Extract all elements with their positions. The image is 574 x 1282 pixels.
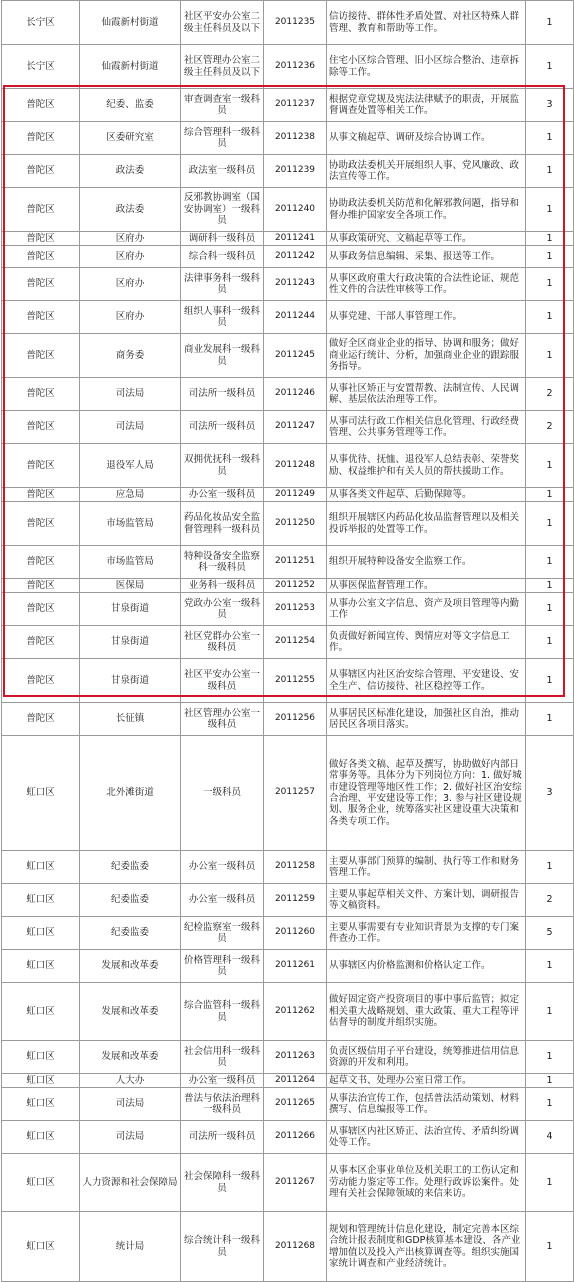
unit-cell: 甘泉街道	[80, 659, 181, 703]
position-cell: 普法与依法治理科一级科员	[181, 1088, 264, 1121]
count-cell: 1	[526, 122, 574, 155]
table-row	[2, 593, 574, 626]
table-row	[2, 268, 574, 301]
duties-cell: 从事辖区内社区矫正、法治宣传、矛盾纠纷调处等工作。	[327, 1121, 526, 1154]
position-cell: 药品化妆品安全监督管理科一级科员	[181, 502, 264, 546]
table-row	[2, 122, 574, 155]
unit-cell: 市场监管局	[80, 546, 181, 579]
duties-cell: 从事社区矫正与安置帮教、法制宣传、人民调解、基层依法治理等工作。	[327, 378, 526, 411]
district-cell: 普陀区	[2, 411, 80, 444]
code-cell: 2011242	[264, 246, 327, 268]
code-cell: 2011264	[264, 1074, 327, 1088]
count-cell: 1	[526, 488, 574, 502]
unit-cell: 区府办	[80, 301, 181, 334]
code-cell: 2011265	[264, 1088, 327, 1121]
duties-cell: 从事居民区标准化建设，加强社区自治，推动居民区各项目落实。	[327, 703, 526, 736]
table-row	[2, 546, 574, 579]
code-cell: 2011239	[264, 155, 327, 188]
code-cell: 2011268	[264, 1212, 327, 1282]
code-cell: 2011262	[264, 983, 327, 1041]
count-cell: 1	[526, 546, 574, 579]
unit-cell: 区委研究室	[80, 122, 181, 155]
unit-cell: 医保局	[80, 579, 181, 593]
duties-cell: 组织开展特种设备安全监察工作。	[327, 546, 526, 579]
duties-cell: 从事优待、抚恤、退役军人总结表彰、荣誉奖励、权益维护和有关人员的帮扶援助工作。	[327, 444, 526, 488]
district-cell: 虹口区	[2, 1121, 80, 1154]
count-cell: 1	[526, 703, 574, 736]
code-cell: 2011251	[264, 546, 327, 579]
position-cell: 社区平安办公室一级科员	[181, 659, 264, 703]
table-row	[2, 246, 574, 268]
district-cell: 普陀区	[2, 546, 80, 579]
district-cell: 普陀区	[2, 155, 80, 188]
code-cell: 2011250	[264, 502, 327, 546]
duties-cell: 主要从事起草相关文件、方案计划、调研报告等文稿资料。	[327, 884, 526, 917]
position-cell: 党政办公室一级科员	[181, 593, 264, 626]
duties-cell: 从事各类文件起草、后勤保障等。	[327, 488, 526, 502]
table-row	[2, 232, 574, 246]
unit-cell: 区府办	[80, 232, 181, 246]
table-row	[2, 301, 574, 334]
district-cell: 虹口区	[2, 851, 80, 884]
table-row	[2, 155, 574, 188]
position-cell: 司法所一级科员	[181, 411, 264, 444]
duties-cell: 规划和管理统计信息化建设，制定完善本区综合统计报表制度和GDP核算基本建设、各产业增加值以及投入产出核算调查等。组织实施国家统计调查和产业经济统计。	[327, 1212, 526, 1282]
position-cell: 组织人事科一级科员	[181, 301, 264, 334]
duties-cell: 主要从事需要有专业知识背景为支撑的专门案件查办工作。	[327, 917, 526, 950]
district-cell: 普陀区	[2, 378, 80, 411]
count-cell: 1	[526, 1, 574, 45]
table-row	[2, 1, 574, 45]
duties-cell: 信访接待、群体性矛盾处置、对社区特殊人群管理、教育和帮助等工作。	[327, 1, 526, 45]
position-cell: 双拥优抚科一级科员	[181, 444, 264, 488]
count-cell: 1	[526, 1074, 574, 1088]
table-row	[2, 1088, 574, 1121]
unit-cell: 应急局	[80, 488, 181, 502]
position-cell: 社区管理办公室一级科员	[181, 703, 264, 736]
district-cell: 虹口区	[2, 1212, 80, 1282]
code-cell: 2011257	[264, 736, 327, 851]
position-cell: 业务科一级科员	[181, 579, 264, 593]
district-cell: 普陀区	[2, 659, 80, 703]
code-cell: 2011241	[264, 232, 327, 246]
position-cell: 办公室一级科员	[181, 884, 264, 917]
district-cell: 普陀区	[2, 334, 80, 378]
unit-cell: 甘泉街道	[80, 626, 181, 659]
count-cell: 1	[526, 502, 574, 546]
unit-cell: 司法局	[80, 1121, 181, 1154]
district-cell: 普陀区	[2, 488, 80, 502]
code-cell: 2011256	[264, 703, 327, 736]
position-cell: 特种设备安全监察科一级科员	[181, 546, 264, 579]
duties-cell: 从事法治宣传工作，包括普法活动策划、材料撰写、信息编报等工作。	[327, 1088, 526, 1121]
position-cell: 社区党群办公室一级科员	[181, 626, 264, 659]
unit-cell: 纪委、监委	[80, 89, 181, 122]
unit-cell: 发展和改革委	[80, 1041, 181, 1074]
count-cell: 1	[526, 188, 574, 232]
district-cell: 普陀区	[2, 232, 80, 246]
table-row	[2, 378, 574, 411]
position-cell: 综合监管科一级科员	[181, 983, 264, 1041]
table-row	[2, 1212, 574, 1282]
recruitment-table	[1, 0, 574, 1282]
duties-cell: 从事医保监督管理工作。	[327, 579, 526, 593]
district-cell: 普陀区	[2, 122, 80, 155]
district-cell: 普陀区	[2, 579, 80, 593]
count-cell: 2	[526, 378, 574, 411]
duties-cell: 做好全区商业企业的指导、协调和服务；做好商业运行统计、分析，加强商业企业的跟踪服务指导。	[327, 334, 526, 378]
unit-cell: 发展和改革委	[80, 950, 181, 983]
duties-cell: 负责做好新闻宣传、舆情应对等文字信息工作。	[327, 626, 526, 659]
district-cell: 长宁区	[2, 45, 80, 89]
unit-cell: 人力资源和社会保障局	[80, 1154, 181, 1212]
duties-cell: 主要从事部门预算的编制、执行等工作和财务管理工作。	[327, 851, 526, 884]
count-cell: 1	[526, 950, 574, 983]
table-row	[2, 736, 574, 851]
duties-cell: 从事政策研究、文稿起草等工作。	[327, 232, 526, 246]
unit-cell: 政法委	[80, 155, 181, 188]
count-cell: 1	[526, 444, 574, 488]
unit-cell: 纪委监委	[80, 884, 181, 917]
district-cell: 普陀区	[2, 188, 80, 232]
duties-cell: 从事辖区内价格监测和价格认定工作。	[327, 950, 526, 983]
district-cell: 虹口区	[2, 884, 80, 917]
table-row	[2, 851, 574, 884]
unit-cell: 区府办	[80, 246, 181, 268]
district-cell: 普陀区	[2, 703, 80, 736]
duties-cell: 做好固定资产投资项目的事中事后监管；拟定相关重大战略规划、重大政策、重大工程等评估督导的制度并组织实施。	[327, 983, 526, 1041]
position-cell: 综合科一级科员	[181, 246, 264, 268]
unit-cell: 北外滩街道	[80, 736, 181, 851]
count-cell: 1	[526, 45, 574, 89]
count-cell: 3	[526, 736, 574, 851]
position-cell: 纪检监察室一级科员	[181, 917, 264, 950]
table-row	[2, 1154, 574, 1212]
count-cell: 1	[526, 268, 574, 301]
unit-cell: 统计局	[80, 1212, 181, 1282]
district-cell: 普陀区	[2, 593, 80, 626]
count-cell: 5	[526, 917, 574, 950]
unit-cell: 市场监管局	[80, 502, 181, 546]
district-cell: 虹口区	[2, 1041, 80, 1074]
count-cell: 4	[526, 1121, 574, 1154]
position-cell: 办公室一级科员	[181, 488, 264, 502]
code-cell: 2011238	[264, 122, 327, 155]
table-row	[2, 703, 574, 736]
code-cell: 2011254	[264, 626, 327, 659]
position-cell: 一级科员	[181, 736, 264, 851]
code-cell: 2011246	[264, 378, 327, 411]
duties-cell: 负责区级信用子平台建设，统筹推进信用信息资源的开发和利用。	[327, 1041, 526, 1074]
position-cell: 办公室一级科员	[181, 851, 264, 884]
table-row	[2, 1041, 574, 1074]
code-cell: 2011255	[264, 659, 327, 703]
table-row	[2, 579, 574, 593]
unit-cell: 甘泉街道	[80, 593, 181, 626]
position-cell: 综合统计科一级科员	[181, 1212, 264, 1282]
table-row	[2, 626, 574, 659]
position-cell: 司法所一级科员	[181, 1121, 264, 1154]
position-cell: 社区平安办公室二级主任科员及以下	[181, 1, 264, 45]
position-cell: 综合管理科一级科员	[181, 122, 264, 155]
district-cell: 虹口区	[2, 1154, 80, 1212]
unit-cell: 纪委监委	[80, 917, 181, 950]
duties-cell: 从事区政府重大行政决策的合法性论证、规范性文件的合法性审核等工作。	[327, 268, 526, 301]
district-cell: 普陀区	[2, 246, 80, 268]
unit-cell: 发展和改革委	[80, 983, 181, 1041]
count-cell: 2	[526, 411, 574, 444]
position-cell: 价格管理科一级科员	[181, 950, 264, 983]
district-cell: 普陀区	[2, 626, 80, 659]
code-cell: 2011252	[264, 579, 327, 593]
position-cell: 商业发展科一级科员	[181, 334, 264, 378]
code-cell: 2011245	[264, 334, 327, 378]
district-cell: 虹口区	[2, 1088, 80, 1121]
district-cell: 虹口区	[2, 917, 80, 950]
duties-cell: 组织开展辖区内药品化妆品监督管理以及相关投诉举报的处置等工作。	[327, 502, 526, 546]
position-cell: 调研科一级科员	[181, 232, 264, 246]
unit-cell: 司法局	[80, 378, 181, 411]
code-cell: 2011243	[264, 268, 327, 301]
table-row	[2, 983, 574, 1041]
table-row	[2, 45, 574, 89]
district-cell: 长宁区	[2, 1, 80, 45]
duties-cell: 住宅小区综合管理、旧小区综合整治、违章拆除等工作。	[327, 45, 526, 89]
count-cell: 3	[526, 89, 574, 122]
district-cell: 普陀区	[2, 301, 80, 334]
position-cell: 社会信用科一级科员	[181, 1041, 264, 1074]
table-row	[2, 884, 574, 917]
code-cell: 2011259	[264, 884, 327, 917]
table-row	[2, 411, 574, 444]
count-cell: 1	[526, 232, 574, 246]
table-row	[2, 188, 574, 232]
duties-cell: 做好各类文稿、起草及撰写，协助做好内部日常事务等。具体分为下列岗位方向：1. 做好城市建设管理等地区性工作；2. 做好社区治安综合治理、平安建设等工作；3. 参与社区建设规划、服务企业，统筹落实社区建设重大决策和各类专项工作。	[327, 736, 526, 851]
count-cell: 1	[526, 1088, 574, 1121]
duties-cell: 从事文稿起草、调研及综合协调工作。	[327, 122, 526, 155]
position-cell: 法律事务科一级科员	[181, 268, 264, 301]
district-cell: 普陀区	[2, 89, 80, 122]
position-cell: 办公室一级科员	[181, 1074, 264, 1088]
unit-cell: 司法局	[80, 411, 181, 444]
position-cell: 社区管理办公室二级主任科员及以下	[181, 45, 264, 89]
district-cell: 普陀区	[2, 502, 80, 546]
unit-cell: 纪委监委	[80, 851, 181, 884]
duties-cell: 起草文书、处理办公室日常工作。	[327, 1074, 526, 1088]
code-cell: 2011244	[264, 301, 327, 334]
count-cell: 1	[526, 626, 574, 659]
unit-cell: 退役军人局	[80, 444, 181, 488]
unit-cell: 政法委	[80, 188, 181, 232]
code-cell: 2011261	[264, 950, 327, 983]
code-cell: 2011248	[264, 444, 327, 488]
duties-cell: 从事本区企事业单位及机关职工的工伤认定和劳动能力鉴定等工作。处理行政诉讼案件。处理有关社会保障领域的来信来访。	[327, 1154, 526, 1212]
position-cell: 审查调查室一级科员	[181, 89, 264, 122]
count-cell: 1	[526, 579, 574, 593]
district-cell: 虹口区	[2, 983, 80, 1041]
code-cell: 2011266	[264, 1121, 327, 1154]
table-row	[2, 89, 574, 122]
duties-cell: 从事司法行政工作相关信息化管理、行政经费管理、公共事务管理等工作。	[327, 411, 526, 444]
unit-cell: 仙霞新村街道	[80, 45, 181, 89]
table-row	[2, 1074, 574, 1088]
position-cell: 社会保障科一级科员	[181, 1154, 264, 1212]
table-body	[2, 1, 574, 1282]
count-cell: 1	[526, 983, 574, 1041]
code-cell: 2011267	[264, 1154, 327, 1212]
code-cell: 2011240	[264, 188, 327, 232]
district-cell: 普陀区	[2, 268, 80, 301]
duties-cell: 协助政法委机关防范和化解邪教问题，指导和督办维护国家安全各项工作。	[327, 188, 526, 232]
count-cell: 1	[526, 851, 574, 884]
code-cell: 2011260	[264, 917, 327, 950]
position-cell: 政法室一级科员	[181, 155, 264, 188]
table-row	[2, 950, 574, 983]
count-cell: 2	[526, 884, 574, 917]
duties-cell: 从事政务信息编辑、采集、报送等工作。	[327, 246, 526, 268]
unit-cell: 司法局	[80, 1088, 181, 1121]
duties-cell: 从事办公室文字信息、资产及项目管理等内勤工作	[327, 593, 526, 626]
count-cell: 1	[526, 301, 574, 334]
table-row	[2, 917, 574, 950]
duties-cell: 从事辖区内社区治安综合管理、平安建设、安全生产、信访接待、社区稳控等工作。	[327, 659, 526, 703]
district-cell: 虹口区	[2, 736, 80, 851]
code-cell: 2011249	[264, 488, 327, 502]
count-cell: 1	[526, 1212, 574, 1282]
code-cell: 2011253	[264, 593, 327, 626]
table-row	[2, 502, 574, 546]
district-cell: 虹口区	[2, 1074, 80, 1088]
district-cell: 虹口区	[2, 950, 80, 983]
position-cell: 司法所一级科员	[181, 378, 264, 411]
code-cell: 2011258	[264, 851, 327, 884]
table-row	[2, 1121, 574, 1154]
duties-cell: 从事党建、干部人事管理工作。	[327, 301, 526, 334]
count-cell: 1	[526, 334, 574, 378]
code-cell: 2011247	[264, 411, 327, 444]
count-cell: 1	[526, 1154, 574, 1212]
code-cell: 2011235	[264, 1, 327, 45]
table-row	[2, 488, 574, 502]
unit-cell: 人大办	[80, 1074, 181, 1088]
unit-cell: 长征镇	[80, 703, 181, 736]
district-cell: 普陀区	[2, 444, 80, 488]
unit-cell: 商务委	[80, 334, 181, 378]
count-cell: 1	[526, 659, 574, 703]
count-cell: 1	[526, 155, 574, 188]
position-cell: 反邪教协调室（国安协调室）一级科员	[181, 188, 264, 232]
table-row	[2, 444, 574, 488]
code-cell: 2011237	[264, 89, 327, 122]
code-cell: 2011263	[264, 1041, 327, 1074]
table-row	[2, 334, 574, 378]
unit-cell: 区府办	[80, 268, 181, 301]
count-cell: 1	[526, 246, 574, 268]
table-row	[2, 659, 574, 703]
count-cell: 1	[526, 1041, 574, 1074]
duties-cell: 协助政法委机关开展组织人事、党风廉政、政法宣传等工作。	[327, 155, 526, 188]
duties-cell: 根据党章党规及宪法法律赋予的职责，开展监督调查处置等相关工作。	[327, 89, 526, 122]
unit-cell: 仙霞新村街道	[80, 1, 181, 45]
code-cell: 2011236	[264, 45, 327, 89]
count-cell: 1	[526, 593, 574, 626]
